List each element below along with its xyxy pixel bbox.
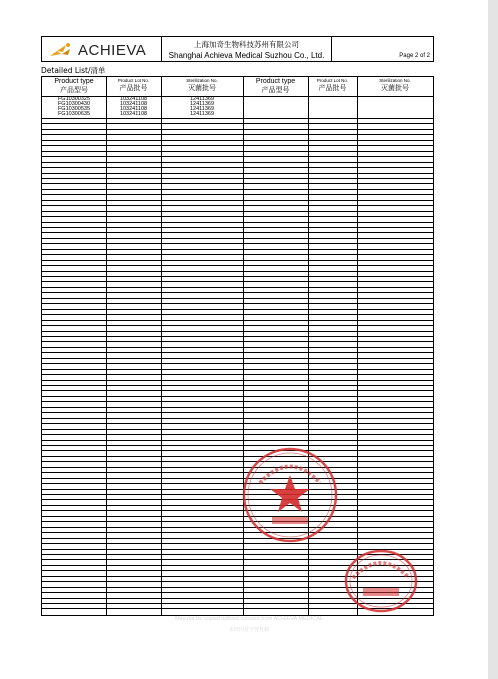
row-divider (42, 200, 433, 201)
row-divider (42, 527, 433, 528)
row-divider (42, 341, 433, 342)
row-divider (42, 292, 433, 293)
row-divider (42, 369, 433, 370)
row-divider (42, 374, 433, 375)
column-header (106, 78, 161, 92)
column-header-en: Product Lot No. (316, 78, 349, 83)
row-divider (42, 309, 433, 310)
column-header-en: Sterilization No. (379, 78, 411, 83)
table-cell: 103241108 (119, 106, 148, 112)
row-divider (42, 483, 433, 484)
row-divider (42, 140, 433, 141)
table-cell: 12411369 (189, 106, 215, 112)
row-divider (42, 281, 433, 282)
row-divider (42, 265, 433, 266)
row-divider (42, 494, 433, 495)
table-cell: 103241108 (119, 101, 148, 107)
row-divider (42, 450, 433, 451)
row-divider (42, 298, 433, 299)
table-cell: FG10300325 (57, 96, 91, 102)
row-divider (42, 478, 433, 479)
row-divider (42, 276, 433, 277)
column-header-cn: 灭菌批号 (381, 84, 409, 92)
row-divider (42, 167, 433, 168)
achieva-logo-icon (48, 42, 74, 58)
column-header-en: Product type (54, 78, 94, 85)
column-header (161, 78, 243, 92)
quality-department-seal (240, 445, 340, 545)
row-divider (42, 271, 433, 272)
row-divider (42, 461, 433, 462)
column-header (357, 78, 433, 92)
row-divider (42, 390, 433, 391)
row-divider (42, 347, 433, 348)
row-divider (42, 123, 433, 124)
row-divider (42, 145, 433, 146)
row-divider (42, 358, 433, 359)
column-header-cn: 产品型号 (261, 86, 290, 94)
row-divider (42, 412, 433, 413)
row-divider (42, 314, 433, 315)
table-cell: 103241108 (119, 111, 148, 117)
table-cell: 12411369 (189, 101, 215, 107)
row-divider (42, 227, 433, 228)
column-divider (357, 77, 358, 615)
row-divider (42, 510, 433, 511)
column-header-cn: 产品批号 (318, 84, 347, 92)
row-divider (42, 385, 433, 386)
table-cell: 12411369 (189, 111, 215, 117)
row-divider (42, 516, 433, 517)
row-divider (42, 129, 433, 130)
row-divider (42, 156, 433, 157)
row-divider (42, 238, 433, 239)
section-title: Detailed List/清单 (41, 66, 106, 75)
row-divider (42, 499, 433, 500)
viewer-scrollbar-track[interactable] (488, 0, 498, 679)
copy-notice-en: May not be copied without consent from ACHIEVA MEDICAL (175, 616, 323, 622)
row-divider (42, 472, 433, 473)
row-divider (42, 440, 433, 441)
column-header-cn: 产品型号 (60, 86, 88, 94)
row-divider (42, 194, 433, 195)
row-divider (42, 222, 433, 223)
row-divider (42, 489, 433, 490)
row-divider (42, 434, 433, 435)
row-divider (42, 543, 433, 544)
table-cell: FG10300635 (57, 111, 91, 117)
row-divider (42, 407, 433, 408)
column-header (243, 78, 308, 94)
column-header-cn: 产品批号 (119, 84, 148, 92)
table-cell: 12411369 (189, 96, 215, 102)
table-cell: 103241108 (119, 96, 148, 102)
header-divider (331, 37, 332, 61)
column-header (42, 78, 106, 94)
row-divider (42, 287, 433, 288)
column-header-en: Sterilization No. (186, 78, 218, 83)
row-divider (42, 320, 433, 321)
page-number: Page 2 of 2 (399, 53, 430, 59)
row-divider (42, 336, 433, 337)
row-divider (42, 243, 433, 244)
row-divider (42, 352, 433, 353)
row-divider (42, 363, 433, 364)
row-divider (42, 173, 433, 174)
row-divider (42, 467, 433, 468)
row-divider (42, 445, 433, 446)
company-name-cn: 上海加奇生物科技苏州有限公司 (194, 40, 299, 49)
row-divider (42, 538, 433, 539)
row-divider (42, 401, 433, 402)
row-divider (42, 331, 433, 332)
table-cell: FG10300430 (57, 101, 91, 107)
row-divider (42, 325, 433, 326)
row-divider (42, 118, 433, 119)
row-divider (42, 134, 433, 135)
row-divider (42, 456, 433, 457)
copy-notice-cn: 未经同意不得复制 (228, 627, 269, 633)
row-divider (42, 216, 433, 217)
row-divider (42, 423, 433, 424)
row-divider (42, 303, 433, 304)
row-divider (42, 178, 433, 179)
row-divider (42, 183, 433, 184)
row-divider (42, 205, 433, 206)
company-logo (48, 39, 160, 61)
company-name (162, 39, 331, 61)
document-header (41, 36, 434, 62)
table-cell: FG10300535 (57, 106, 91, 112)
row-divider (42, 396, 433, 397)
inspection-seal (343, 548, 419, 614)
logo-text: ACHIEVA (78, 41, 147, 59)
row-divider (42, 254, 433, 255)
column-header-en: Product type (255, 78, 296, 85)
row-divider (42, 189, 433, 190)
company-name-en: Shanghai Achieva Medical Suzhou Co., Ltd. (168, 51, 325, 60)
row-divider (42, 249, 433, 250)
row-divider (42, 521, 433, 522)
row-divider (42, 418, 433, 419)
column-divider (161, 77, 162, 615)
row-divider (42, 260, 433, 261)
row-divider (42, 151, 433, 152)
row-divider (42, 532, 433, 533)
row-divider (42, 505, 433, 506)
row-divider (42, 232, 433, 233)
row-divider (42, 211, 433, 212)
column-header (308, 78, 357, 92)
column-header-cn: 灭菌批号 (188, 84, 216, 92)
row-divider (42, 380, 433, 381)
column-divider (106, 77, 107, 615)
column-header-en: Product Lot No. (117, 78, 150, 83)
row-divider (42, 162, 433, 163)
detailed-list-table (41, 76, 434, 616)
row-divider (42, 429, 433, 430)
